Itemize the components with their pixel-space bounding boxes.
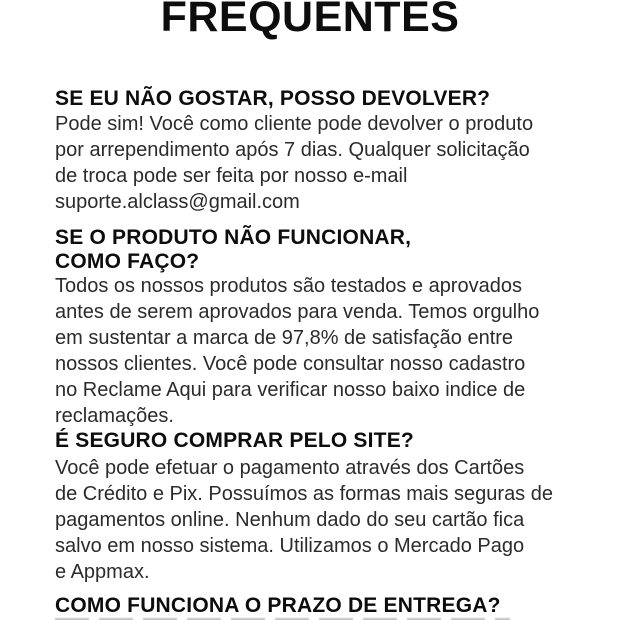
faq-answer: Todos os nossos produtos são testados e aprovados antes de serem aprovados para venda. Temos orgulho em sustentar a marca de 97,8% de satisfação entre nossos clientes. Você pode consultar nosso cadastro no Reclame Aqui para verificar nosso baixo indice de reclamações. — [55, 275, 540, 427]
faq-answer: Pode sim! Você como cliente pode devolver o produto por arrependimento após 7 dias. Qualquer solicitação de troca pode ser feita por nosso e-mail suporte.alclass@gmail.com — [55, 113, 534, 213]
faq-question: É SEGURO COMPRAR PELO SITE? — [55, 429, 414, 452]
faq-answer: Você pode efetuar o pagamento através dos Cartões de Crédito e Pix. Possuímos as formas mais seguras de pagamentos online. Nenhum dado do seu cartão fica salvo em nosso sistema. Utilizamos o Mercado Pago e Appmax. — [55, 457, 553, 583]
faq-question: COMO FUNCIONA O PRAZO DE ENTREGA? — [55, 594, 501, 617]
page-title: FREQUENTES — [160, 0, 460, 41]
faq-question: SE EU NÃO GOSTAR, POSSO DEVOLVER? — [55, 87, 491, 110]
faq-question: SE O PRODUTO NÃO FUNCIONAR, COMO FAÇO? — [55, 226, 412, 273]
